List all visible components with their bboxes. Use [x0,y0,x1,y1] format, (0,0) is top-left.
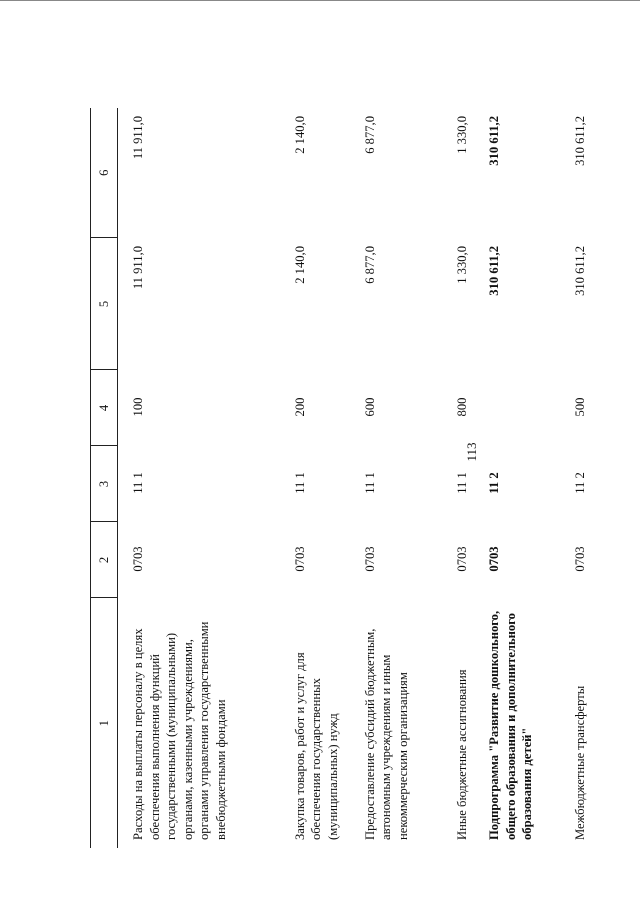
table-row [350,108,442,848]
row-type: 600 [362,397,377,417]
rotated-table-sheet [90,108,588,848]
row-value-6: 1 330,0 [454,116,469,154]
top-border-line [0,0,640,1]
row-type: 200 [292,397,307,417]
header-col-3: 3 [91,446,118,522]
header-col-6: 6 [91,108,118,238]
row-code: 0703 [362,546,377,572]
row-value-5: 310 611,2 [487,246,502,296]
row-code: 0703 [454,546,469,572]
row-code: 0703 [573,546,588,572]
table-row [442,108,475,848]
row-subcode: 11 2 [487,472,502,494]
row-code: 0703 [292,546,307,572]
row-name: Межбюджетные трансферты [573,685,588,840]
header-col-5: 5 [91,238,118,370]
row-subcode: 11 1 [292,472,307,494]
row-value-5: 6 877,0 [362,246,377,284]
row-type: 500 [573,397,588,417]
row-code: 0703 [131,546,145,572]
table-row [280,108,350,848]
row-subcode: 11 1 [362,472,377,494]
row-name: Иные бюджетные ассигнования [454,669,469,840]
table-row [118,108,280,848]
row-name: Подпрограмма "Развитие дошкольного, общего образования и дополнительного образования детей" [487,610,535,840]
header-col-1: 1 [91,598,118,848]
page-number: 113 [464,442,479,462]
table-row [560,108,593,848]
row-type: 800 [454,397,469,417]
row-type: 100 [131,397,145,417]
row-value-6: 6 877,0 [362,116,377,154]
row-type [474,370,560,446]
row-value-6: 310 611,2 [487,116,502,166]
row-subcode: 11 1 [131,472,145,494]
row-value-5: 310 611,2 [573,246,588,296]
row-value-6: 2 140,0 [292,116,307,154]
row-value-6: 11 911,0 [131,116,145,160]
row-value-5: 1 330,0 [454,246,469,284]
row-name: Закупка товаров, работ и услуг для обеспечения государственных (муниципальных) нужд [292,652,340,840]
row-value-6: 310 611,2 [573,116,588,166]
row-subcode: 11 2 [573,472,588,494]
row-code: 0703 [487,546,502,572]
row-subcode: 11 1 [454,472,469,494]
header-col-2: 2 [91,522,118,598]
table-header-row [91,108,118,848]
header-col-4: 4 [91,370,118,446]
row-name: Расходы на выплаты персоналу в целях обеспечения выполнения функций государственными (муниципальными) органами, казенными учреждениями, органами управления государственными внебюджетными фондами [131,621,229,840]
row-value-5: 2 140,0 [292,246,307,284]
row-name: Предоставление субсидий бюджетным, автономным учреждениям и иным некоммерческим организациям [362,628,410,840]
table-row-subprogram [474,108,560,848]
row-value-5: 11 911,0 [131,246,145,290]
budget-table [90,108,593,848]
